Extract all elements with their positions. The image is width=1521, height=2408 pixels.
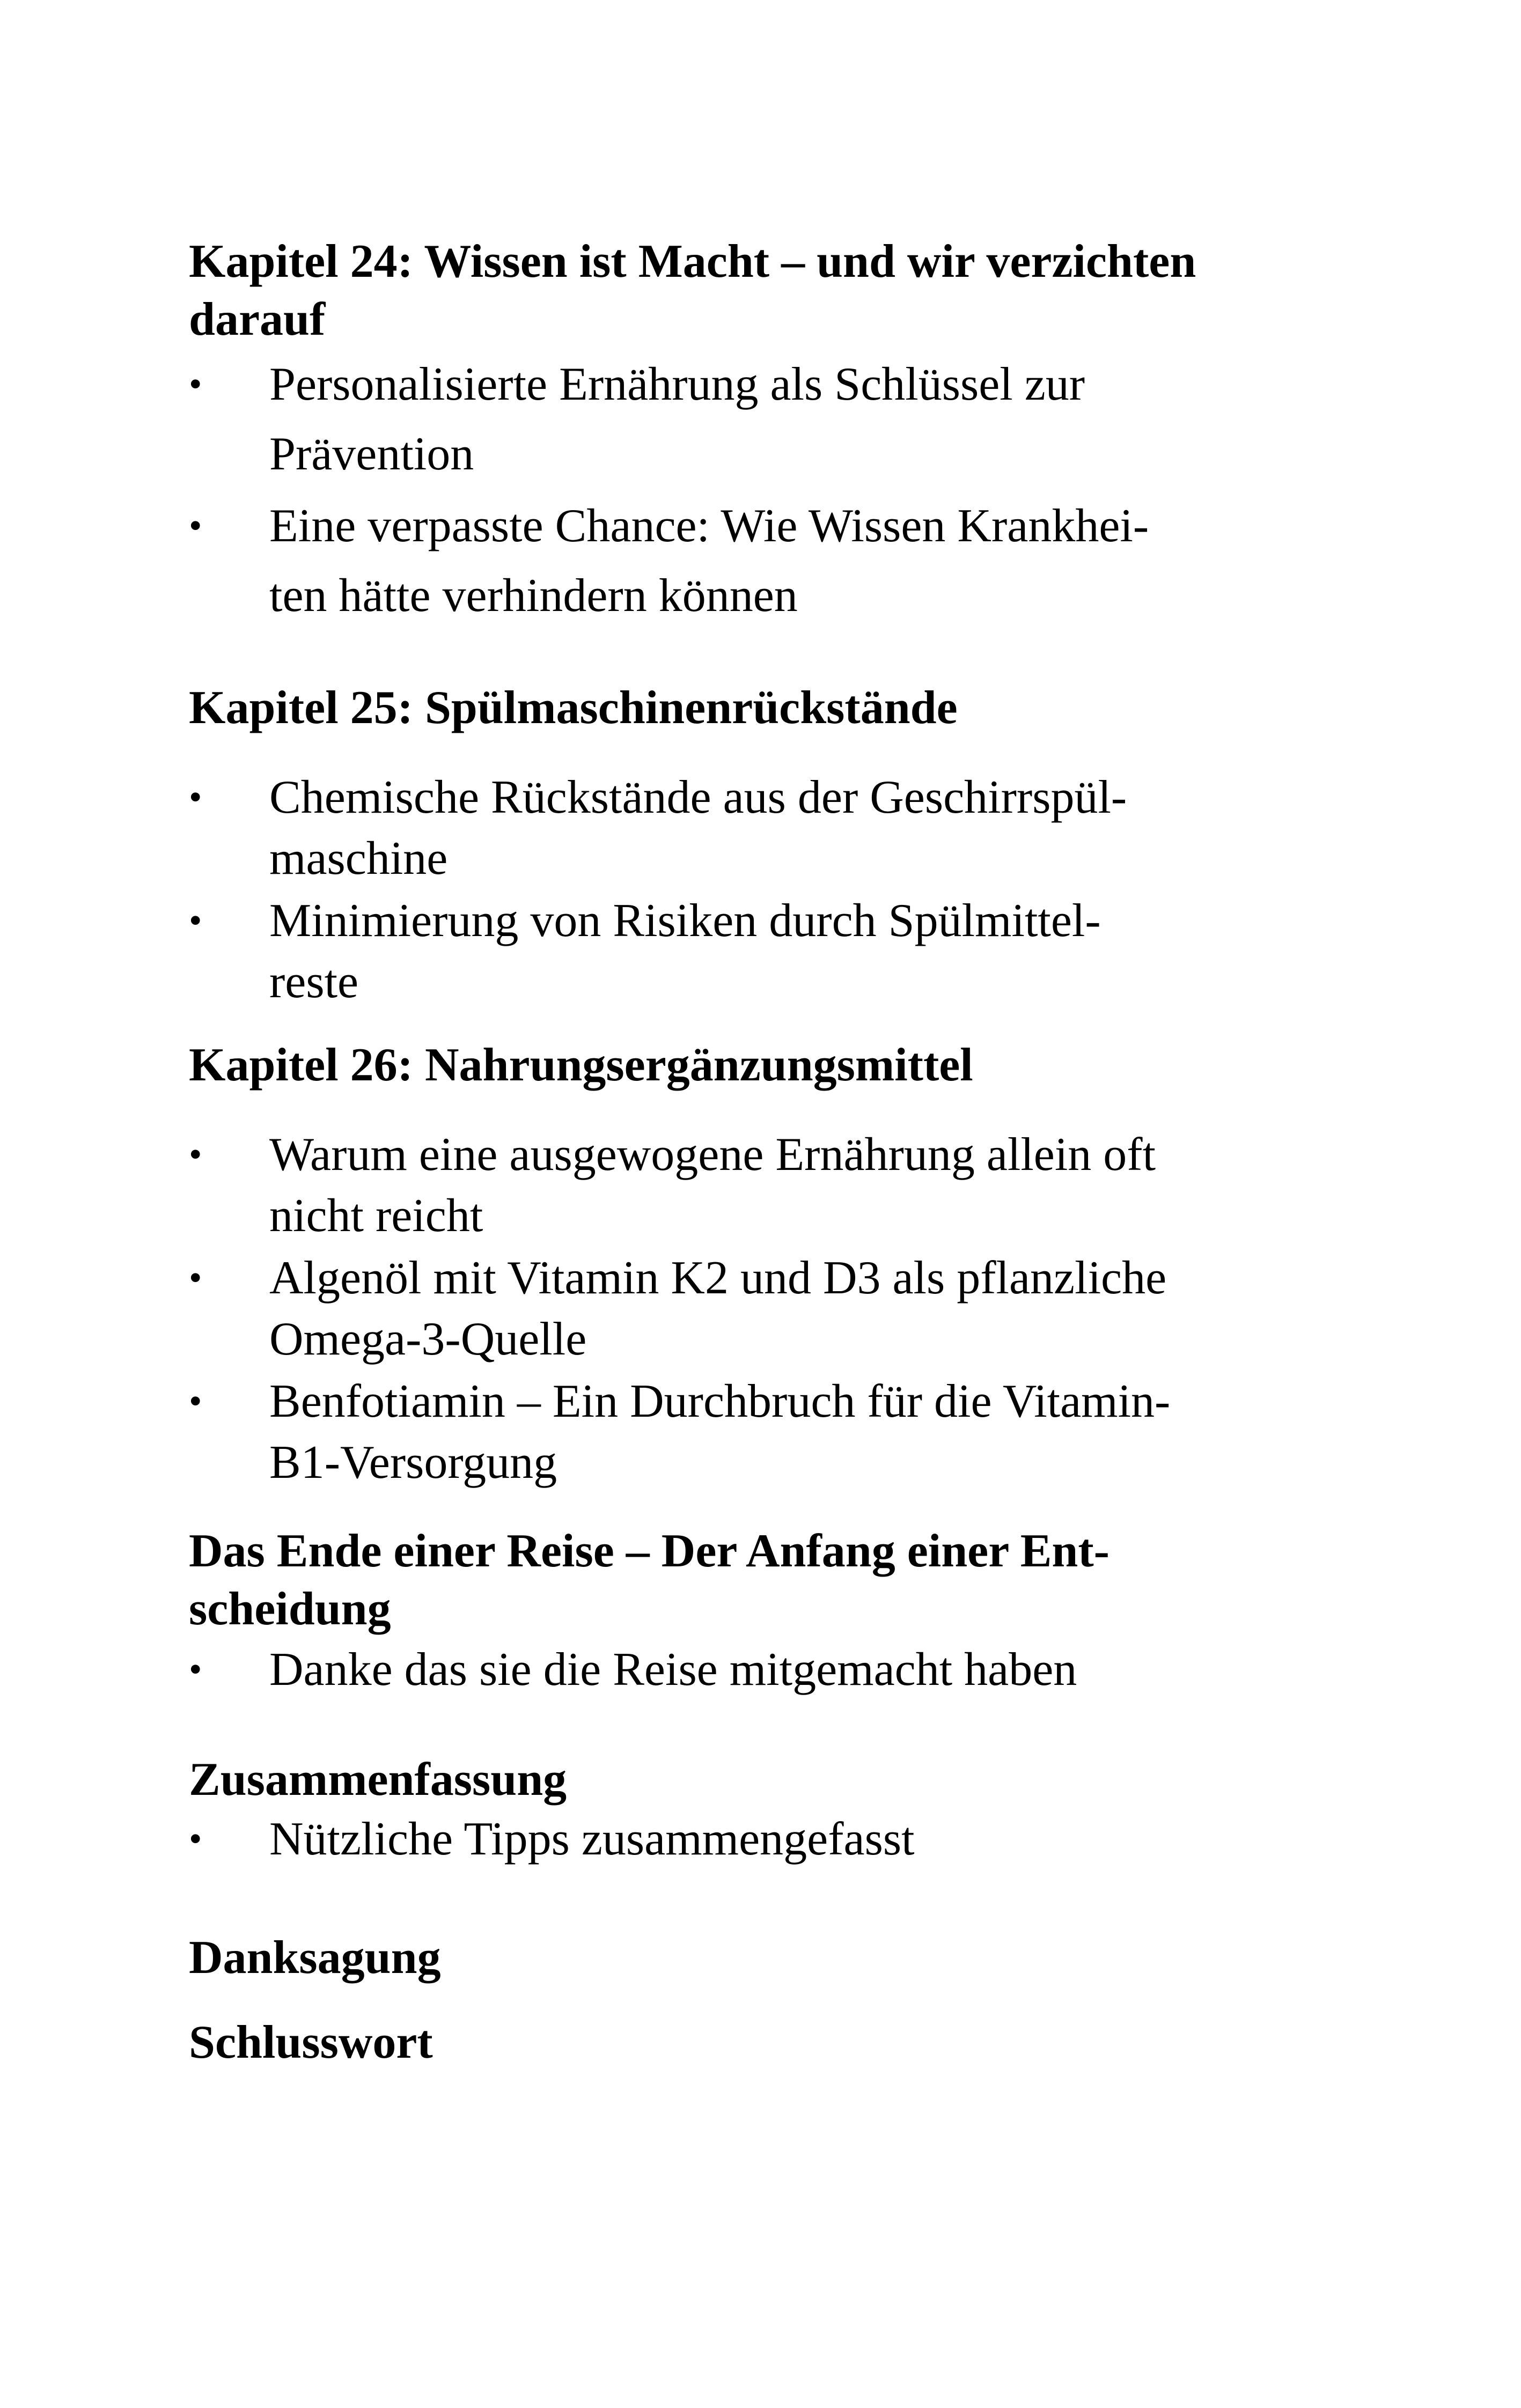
item-line: Prävention [269, 428, 474, 480]
heading-line: Schlusswort [189, 2016, 433, 2068]
closing-chapter-heading [189, 1522, 1326, 1638]
bullet-icon: • [189, 1134, 202, 1175]
heading-line: Kapitel 25: Spülmaschinenrückstände [189, 682, 958, 734]
bullet-icon: • [189, 1649, 202, 1690]
summary-heading [189, 1751, 1326, 1809]
item-line: Danke das sie die Reise mitgemacht haben [269, 1644, 1077, 1696]
list-item [189, 1809, 1332, 1870]
item-line: Warum eine ausgewogene Ernährung allein oft [269, 1129, 1156, 1181]
heading-line: Das Ende einer Reise – Der Anfang einer Ent- [189, 1525, 1109, 1577]
item-line: ten hätte verhindern können [269, 570, 798, 622]
heading-line: scheidung [189, 1583, 391, 1635]
list-item [189, 1371, 1332, 1493]
item-line: Algenöl mit Vitamin K2 und D3 als pflanzliche [269, 1252, 1167, 1304]
item-line: Personalisierte Ernährung als Schlüssel zur [269, 358, 1085, 410]
item-line: Omega-3-Quelle [269, 1313, 587, 1365]
list-item [189, 890, 1332, 1013]
list-item [189, 491, 1332, 631]
item-line: Eine verpasste Chance: Wie Wissen Krankhei- [269, 500, 1149, 552]
item-line: Chemische Rückstände aus der Geschirrspül- [269, 771, 1127, 823]
item-line: maschine [269, 833, 448, 885]
bullet-icon: • [189, 505, 202, 547]
item-line: nicht reicht [269, 1190, 483, 1242]
final-word-heading [189, 2014, 1326, 2072]
list-item [189, 1124, 1332, 1247]
heading-line: Kapitel 24: Wissen ist Macht – und wir verzichten [189, 235, 1196, 288]
list-item [189, 1248, 1332, 1370]
item-line: reste [269, 956, 359, 1008]
item-line: Benfotiamin – Ein Durchbruch für die Vitamin- [269, 1375, 1171, 1427]
list-item [189, 350, 1332, 489]
list-item [189, 1639, 1332, 1700]
heading-line: darauf [189, 293, 326, 345]
chapter-25-heading [189, 679, 1326, 737]
bullet-icon: • [189, 1381, 202, 1422]
bullet-icon: • [189, 364, 202, 405]
bullet-icon: • [189, 777, 202, 818]
chapter-26-heading [189, 1036, 1326, 1094]
bullet-icon: • [189, 1818, 202, 1860]
bullet-icon: • [189, 900, 202, 941]
list-item [189, 767, 1332, 889]
heading-line: Zusammenfassung [189, 1754, 567, 1806]
bullet-icon: • [189, 1257, 202, 1299]
heading-line: Danksagung [189, 1932, 441, 1984]
item-line: Minimierung von Risiken durch Spülmittel- [269, 895, 1101, 947]
chapter-24-heading [189, 233, 1326, 349]
item-line: Nützliche Tipps zusammengefasst [269, 1813, 915, 1865]
heading-line: Kapitel 26: Nahrungsergänzungsmittel [189, 1039, 973, 1091]
item-line: B1-Versorgung [269, 1437, 557, 1489]
acknowledgements-heading [189, 1929, 1326, 1987]
